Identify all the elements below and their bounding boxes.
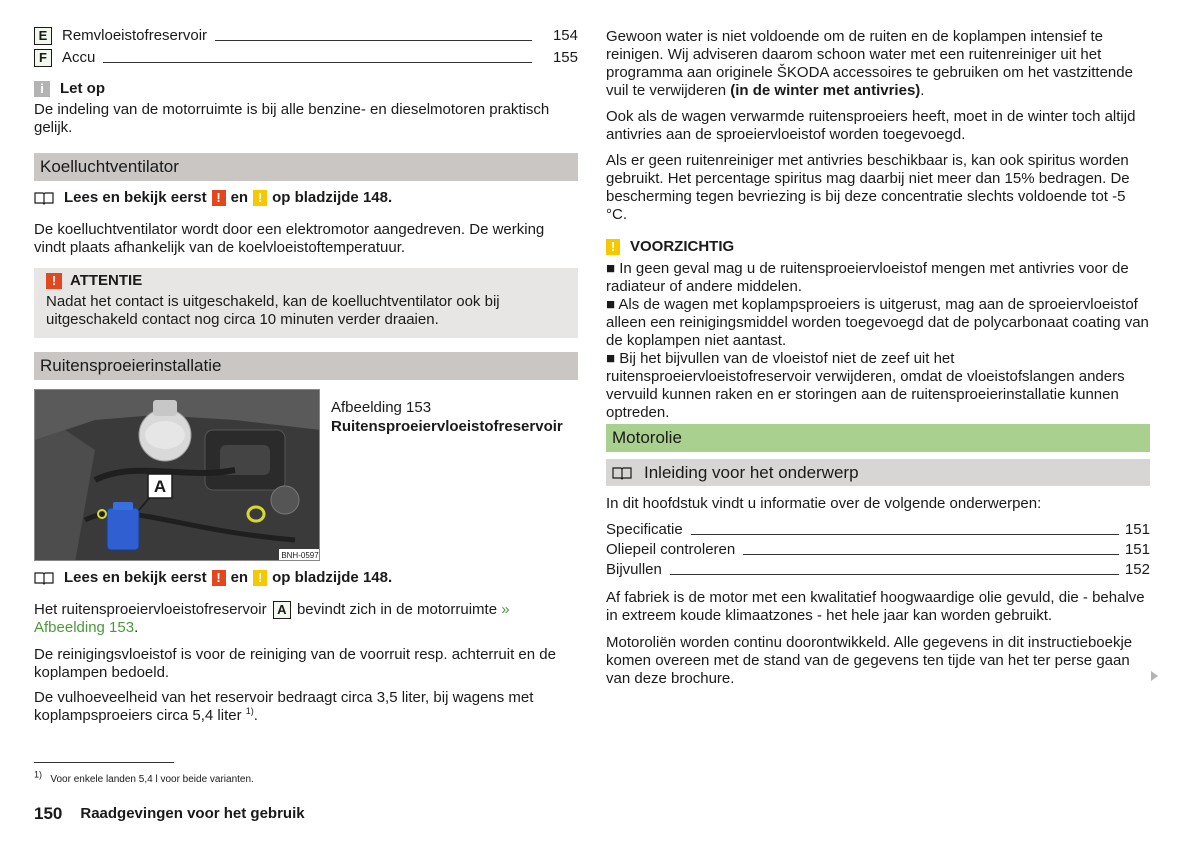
figure-label-a: A xyxy=(153,477,167,496)
caution-item: ■ Als de wagen met koplampsproeiers is uitgerust, mag aan de sproeiervloeistof alleen een reinigingsmiddel worden toegevoegd dat de polycarbonaat coating van de koplampen niet aantast. xyxy=(606,296,1149,349)
toc-leader-line xyxy=(103,62,532,63)
toc-label: Remvloeistofreservoir xyxy=(62,27,208,44)
toc-page: 154 xyxy=(552,27,578,44)
note-block xyxy=(34,80,578,137)
water-text-end: . xyxy=(920,82,925,99)
toc-page: 155 xyxy=(552,49,578,66)
oil-development-paragraph: Motoroliën worden continu doorontwikkeld. Alle gegevens in dit instructieboekje komen overeen met de stand van de gegevens ten tijde van het ter perse gaan van deze brochure. xyxy=(606,634,1133,687)
figure-link[interactable]: » Afbeelding 153 xyxy=(34,601,510,637)
footnote-text: Voor enkele landen 5,4 l voor beide varianten. xyxy=(50,774,254,785)
figure-code: BNH-0597 xyxy=(281,551,319,560)
attention-title: ATTENTIE xyxy=(70,272,143,289)
spiritus-paragraph: Als er geen ruitenreiniger met antivries beschikbaar is, kan ook spiritus worden gebruikt. Het percentage spiritus mag daarbij niet meer dan 15% bedragen. De bescherming tegen bevriezing is bij deze concentratie slechts voldoende tot -5 °C. xyxy=(606,152,1130,223)
caution-item: ■ In geen geval mag u de ruitensproeiervloeistof mengen met antivries voor de radiateur of andere middelen. xyxy=(606,260,1129,295)
read-first-prefix: Lees en bekijk eerst xyxy=(64,189,207,206)
attention-icon: ! xyxy=(46,273,62,289)
footnote-divider xyxy=(34,762,174,763)
toc-label: Oliepeil controleren xyxy=(606,541,736,558)
page-footer xyxy=(34,805,305,823)
reservoir-text-mid: bevindt zich in de motorruimte xyxy=(296,601,498,618)
page-number: 150 xyxy=(34,804,63,823)
page-chapter-title: Raadgevingen voor het gebruik xyxy=(80,805,305,822)
toc-leader-line xyxy=(670,574,1119,575)
figure-title: Ruitensproeiervloeistofreservoir xyxy=(331,418,563,435)
toc-page: 151 xyxy=(1124,541,1150,558)
attention-box xyxy=(34,268,578,338)
caution-block xyxy=(606,238,1150,422)
capacity-text: De vulhoeveelheid van het reservoir bedraagt circa 3,5 liter, bij wagens met koplampsproeiers circa 5,4 liter xyxy=(34,689,534,724)
attention-text: Nadat het contact is uitgeschakeld, kan de koelluchtventilator ook bij uitgeschakeld contact nog circa 10 minuten verder draaien. xyxy=(46,293,500,328)
toc-row[interactable] xyxy=(34,48,578,68)
water-text-bold: (in de winter met antivries) xyxy=(730,82,921,99)
koelluchtventilator-body: De koelluchtventilator wordt door een elektromotor aangedreven. De werking vindt plaats afhankelijk van de koelvloeistoftemperatuur. xyxy=(34,221,545,256)
footnote-ref[interactable]: 1) xyxy=(245,706,254,716)
caution-icon: ! xyxy=(606,239,620,255)
factory-oil-paragraph: Af fabriek is de motor met een kwalitatief hoogwaardige olie gevuld, die - behalve in extreem koude klimaatzones - het hele jaar kan worden gebruikt. xyxy=(606,589,1145,624)
toc-row[interactable] xyxy=(606,520,1150,540)
caution-title: VOORZICHTIG xyxy=(630,238,735,255)
reservoir-location-paragraph xyxy=(34,601,578,637)
caution-heading xyxy=(606,238,1150,256)
toc-leader-line xyxy=(691,534,1119,535)
figure-number: Afbeelding 153 xyxy=(331,399,432,416)
read-first-suffix: op bladzijde 148. xyxy=(272,569,393,586)
read-first-mid: en xyxy=(230,189,249,206)
book-icon xyxy=(612,466,632,480)
read-first-mid: en xyxy=(230,569,249,586)
cleaning-fluid-paragraph: De reinigingsvloeistof is voor de reiniging van de voorruit resp. achterruit en de koplampen bedoeld. xyxy=(34,646,556,681)
toc-key: F xyxy=(34,49,52,67)
antifreeze-paragraph: Ook als de wagen verwarmde ruitensproeiers heeft, moet in de winter toch altijd antivries aan de sproeiervloeistof worden toegevoegd. xyxy=(606,108,1136,143)
info-icon: i xyxy=(34,81,50,97)
warning-red-icon: ! xyxy=(212,190,226,206)
continue-arrow-icon[interactable] xyxy=(1151,671,1158,681)
engine-bay-figure xyxy=(34,389,320,561)
warning-yellow-icon: ! xyxy=(253,190,267,206)
reservoir-text-end: . xyxy=(134,619,139,637)
reservoir-text-start: Het ruitensproeiervloeistofreservoir xyxy=(34,601,267,618)
toc-row[interactable] xyxy=(606,560,1150,580)
toc-label: Specificatie xyxy=(606,521,683,538)
toc-leader-line xyxy=(743,554,1119,555)
read-first-prefix: Lees en bekijk eerst xyxy=(64,569,207,586)
book-icon xyxy=(34,571,54,585)
subsection-title: Inleiding voor het onderwerp xyxy=(644,462,859,482)
note-heading xyxy=(34,80,578,98)
water-text: Gewoon water is niet voldoende om de ruiten en de koplampen intensief te reinigen. Wij adviseren daarom schoon water met een ruitenreiniger uit het programma aan originele ŠKODA accessoires te gebruiken om het vastzittende vuil te verwijderen xyxy=(606,28,1133,99)
book-icon xyxy=(34,191,54,205)
topics-intro: In dit hoofdstuk vindt u informatie over de volgende onderwerpen: xyxy=(606,495,1042,512)
section-heading-motorolie: Motorolie xyxy=(606,424,1150,452)
section-heading-koelluchtventilator: Koelluchtventilator xyxy=(34,153,578,181)
toc-label: Bijvullen xyxy=(606,561,662,578)
toc-row[interactable] xyxy=(34,26,578,46)
reservoir-key: A xyxy=(273,601,291,619)
warning-red-icon: ! xyxy=(212,570,226,586)
footnote xyxy=(34,769,254,786)
capacity-paragraph xyxy=(34,689,578,725)
read-first-line xyxy=(34,189,392,207)
toc-page: 151 xyxy=(1124,521,1150,538)
section-heading-ruitensproeierinstallatie: Ruitensproeierinstallatie xyxy=(34,352,578,380)
capacity-text-end: . xyxy=(253,707,258,724)
note-title: Let op xyxy=(60,80,105,97)
caution-item: ■ Bij het bijvullen van de vloeistof niet de zeef uit het ruitensproeiervloeistofreservoir verwijderen, omdat de vloeistofslangen anders vervuild kunnen raken en er storingen aan de ruitensproeierinstallatie kunnen optreden. xyxy=(606,350,1125,421)
attention-heading xyxy=(46,272,566,290)
toc-page: 152 xyxy=(1124,561,1150,578)
subsection-heading-inleiding xyxy=(606,459,1150,486)
note-text: De indeling van de motorruimte is bij alle benzine- en dieselmotoren praktisch gelijk. xyxy=(34,101,550,136)
toc-leader-line xyxy=(215,40,532,41)
toc-label: Accu xyxy=(62,49,96,66)
toc-key: E xyxy=(34,27,52,45)
read-first-suffix: op bladzijde 148. xyxy=(272,189,393,206)
read-first-line xyxy=(34,569,392,587)
water-paragraph xyxy=(606,28,1150,100)
footnote-mark: 1) xyxy=(34,769,43,780)
warning-yellow-icon: ! xyxy=(253,570,267,586)
toc-row[interactable] xyxy=(606,540,1150,560)
engine-bay-illustration xyxy=(35,390,320,561)
